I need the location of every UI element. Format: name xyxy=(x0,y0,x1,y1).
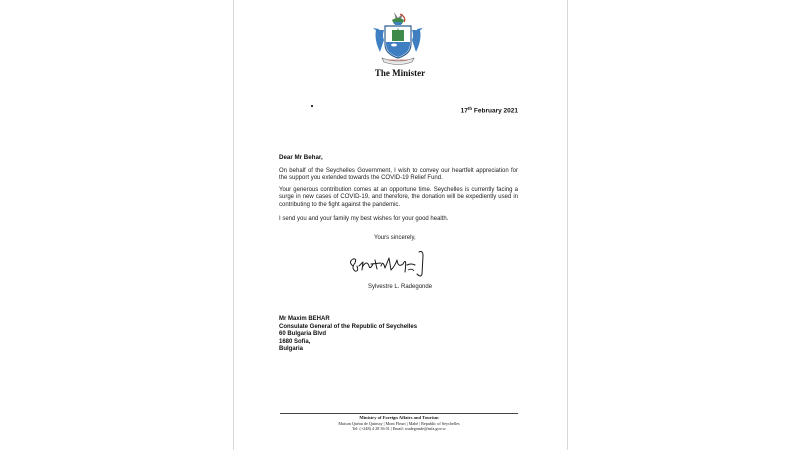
letter-date xyxy=(430,106,518,115)
coat-of-arms-emblem xyxy=(370,10,426,66)
footer-address: Maison Quéau de Quinssy | Mont Fleuri | Mahé | Republic of Seychelles xyxy=(338,420,460,426)
paragraph-best-wishes: I send you and your family my best wishes for your good health. xyxy=(279,216,449,222)
date-month-year: February 2021 xyxy=(472,107,518,115)
footer-contact: Tel: (+248) 4 28 36 01 | Email: sradegonde@mfa.gov.sc xyxy=(352,426,446,431)
closing-line: Yours sincerely, xyxy=(374,235,416,241)
letterhead-title: The Minister xyxy=(374,68,426,78)
stray-mark xyxy=(311,105,313,107)
recipient-street: 60 Bulgaria Blvd xyxy=(279,331,327,338)
handwritten-signature xyxy=(345,246,440,284)
paragraph-contribution: Your generous contribution comes at an opportune time. Seychelles is currently facing a surge in new cases of COVID-19, and therefore, the donation will be expediently used in contributing to the fight against the pandemic. xyxy=(279,187,518,208)
recipient-address xyxy=(279,316,417,354)
salutation: Dear Mr Behar, xyxy=(279,154,323,161)
recipient-country: Bulgaria xyxy=(279,346,304,353)
recipient-city: 1680 Sofia, xyxy=(279,338,311,345)
date-suffix: th xyxy=(467,106,473,111)
recipient-organization: Consulate General of the Republic of Seychelles xyxy=(279,323,418,330)
recipient-name: Mr Maxim BEHAR xyxy=(279,316,330,322)
paragraph-appreciation: On behalf of the Seychelles Government, I wish to convey our heartfelt appreciation for the support you extended towards the COVID-19 Relief Fund. xyxy=(279,168,518,182)
footer-organization: Ministry of Foreign Affairs and Tourism xyxy=(359,415,439,420)
letter-footer xyxy=(280,415,518,431)
footer-divider xyxy=(280,413,518,414)
signatory-name: Sylvestre L. Radegonde xyxy=(368,284,433,290)
date-day: 17 xyxy=(460,107,468,115)
